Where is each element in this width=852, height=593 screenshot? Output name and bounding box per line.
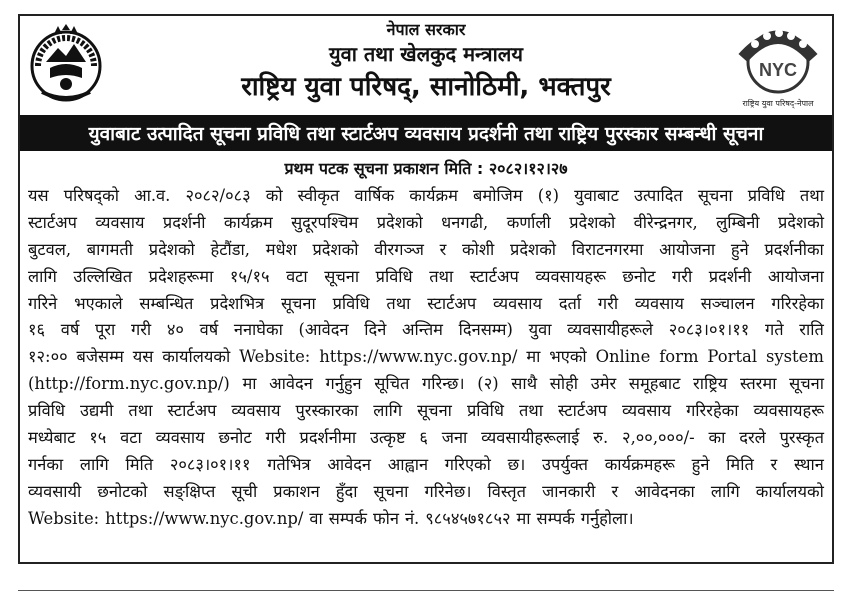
body-line: स्टार्टअप व्यवसाय प्रदर्शनी कार्यक्रम सुदूरपश्चिम प्रदेशको धनगढी, कर्णाली प्रदेशको वीरेन्द्रनगर, लुम्बिनी प्रदेशको: [28, 212, 824, 232]
nyc-logo-text: राष्ट्रिय युवा परिषद्-नेपाल: [742, 99, 814, 108]
body-line: व्यवसायी छनोटको सङ्क्षिप्त सूची प्रकाशन हुँदा सूचना गरिनेछ। विस्तृत जानकारी र आवेदनका लागि कार्यालयको: [28, 481, 824, 501]
body-line: (http://form.nyc.gov.np/) मा आवेदन गर्नुहुन सूचित गरिन्छ। (२) साथै सोही उमेर समूहबाट राष्ट्रिय स्तरमा सूचना: [28, 374, 824, 394]
publication-date: प्रथम पटक सूचना प्रकाशन मिति : २०८२।१२।२७: [284, 159, 568, 178]
body-line: लागि उल्लिखित प्रदेशहरूमा १५/१५ वटा सूचना प्रविधि तथा स्टार्टअप व्यवसायहरू छनोट गरी प्रदर्शनी आयोजना: [28, 266, 824, 286]
body-line: प्रविधि उद्यमी तथा स्टार्टअप व्यवसाय पुरस्कारका लागि सूचना प्रविधि तथा स्टार्टअप व्यवसाय गरिरहेका व्यवसायहरू: [28, 401, 824, 421]
body-line: गरिने भएकाले सम्बन्धित प्रदेशभित्र सूचना प्रविधि तथा स्टार्टअप व्यवसाय दर्ता गरी व्यवसाय सञ्चालन गरिरहेका: [28, 293, 824, 313]
bottom-divider: [18, 590, 834, 591]
notice-title: युवाबाट उत्पादित सूचना प्रविधि तथा स्टार्टअप व्यवसाय प्रदर्शनी तथा राष्ट्रिय पुरस्कार सम्बन्धी सूचना: [88, 123, 764, 145]
notice-title-banner: [20, 115, 832, 151]
ministry-name: युवा तथा खेलकुद मन्त्रालय: [329, 42, 523, 66]
body-line: बुटवल, बागमती प्रदेशको हेटौंडा, मधेश प्रदेशको वीरगञ्ज र कोशी प्रदेशको विराटनगरमा आयोजना हुने प्रदर्शनीका: [28, 239, 824, 259]
body-line: १६ वर्ष पूरा गरी ४० वर्ष ननाघेका (आवेदन दिने अन्तिम दिनसम्म) युवा व्यवसायीहरूले २०८३।०१।११ गते राति: [28, 320, 824, 340]
government-name: नेपाल सरकार: [386, 20, 466, 39]
nyc-logo: [733, 22, 823, 112]
notice-body: [28, 183, 824, 533]
body-line: १२:०० बजेसम्म यस कार्यालयको Website: https://www.nyc.gov.np/ मा भएको Online form Portal system: [28, 347, 824, 367]
body-line: मध्येबाट १५ वटा व्यवसाय छनोट गरी प्रदर्शनीमा उत्कृष्ट ६ जना व्यवसायीहरूलाई रु. २,००,०००/- का दरले पुरस्कृत: [28, 428, 824, 448]
council-name: राष्ट्रिय युवा परिषद्, सानोठिमी, भक्तपुर: [241, 72, 611, 102]
body-line: यस परिषद्को आ.व. २०८२/०८३ को स्वीकृत वार्षिक कार्यक्रम बमोजिम (१) युवाबाट उत्पादित सूचना प्रविधि तथा: [28, 186, 824, 205]
nyc-logo-icon: [733, 22, 823, 98]
svg-text:NYC: NYC: [758, 60, 798, 80]
body-line: Website: https://www.nyc.gov.np/ वा सम्पर्क फोन नं. ९८५४५७१८५२ मा सम्पर्क गर्नुहोला।: [28, 508, 634, 528]
body-line: गर्नका लागि मिति २०८३।०१।११ गतेभित्र आवेदन आह्वान गरिएको छ। उपर्युक्त कार्यक्रमहरू हुने मिति र स्थान: [28, 454, 824, 474]
